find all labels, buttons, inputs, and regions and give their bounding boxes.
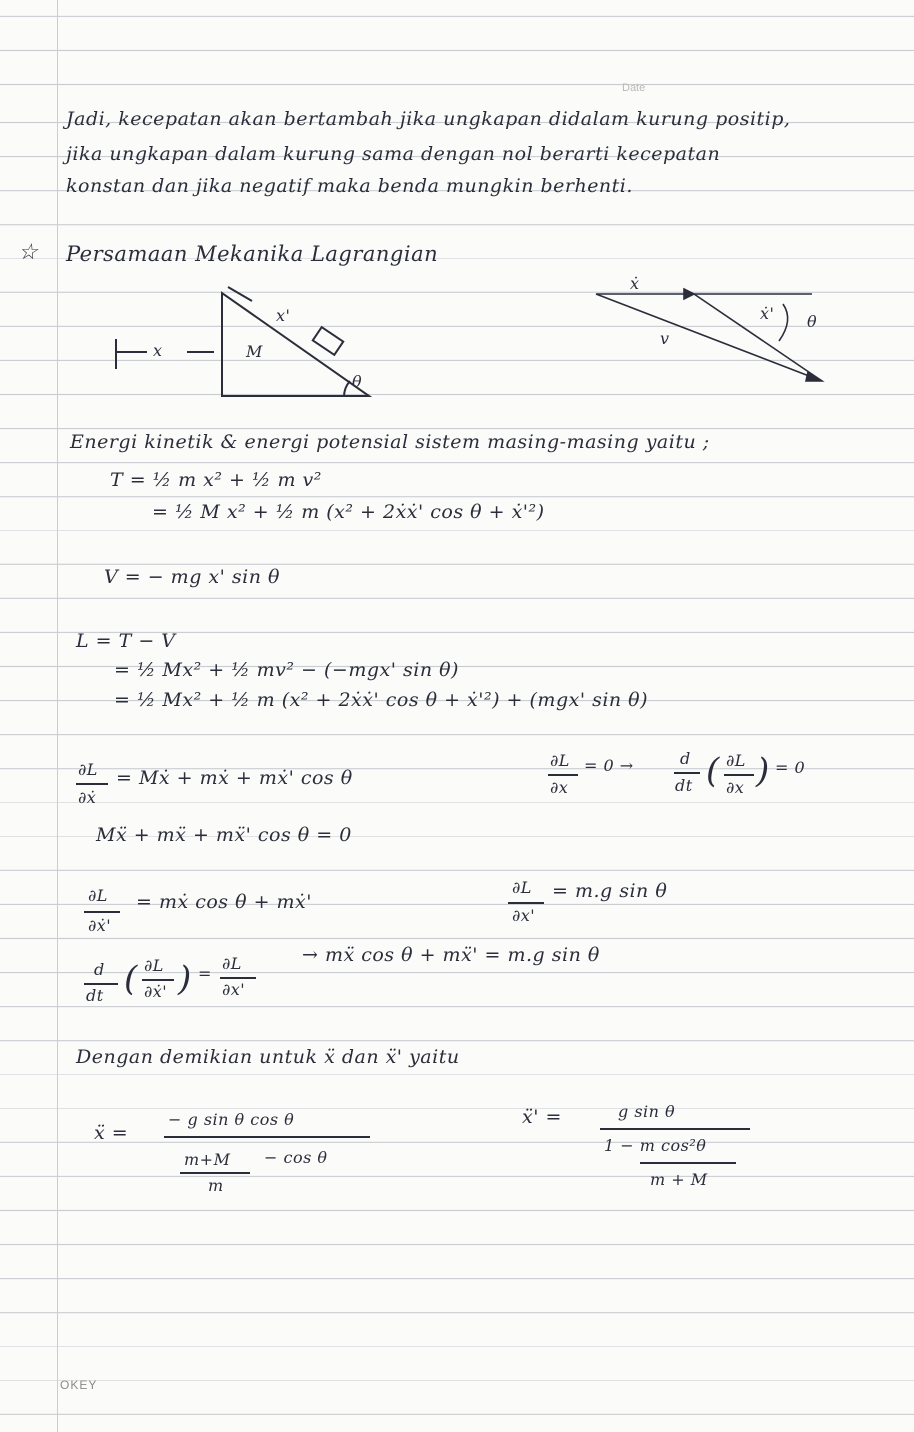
- intro-line-1: Jadi, kecepatan akan bertambah jika ungkapan didalam kurung positip,: [66, 108, 791, 130]
- partial-l-num-3: ∂L: [222, 954, 242, 973]
- x-label: x: [153, 341, 163, 360]
- dl-dx-rhs: = 0 →: [584, 756, 634, 775]
- d-numerator: d: [680, 749, 691, 768]
- kinetic-energy-2: = ½ M x² + ½ m (x² + 2ẋẋ' cos θ + ẋ'²): [152, 501, 545, 523]
- close-paren-2: ): [178, 959, 192, 999]
- dl-dxdot-rhs: = Mẋ + mẋ + mẋ' cos θ: [116, 767, 353, 789]
- inner-partial-x: ∂x: [726, 778, 745, 797]
- kinetic-energy-1: T = ½ m x² + ½ m v²: [110, 469, 322, 491]
- brand-label: OKEY: [60, 1378, 98, 1392]
- xddot-numerator: − g sin θ cos θ: [168, 1110, 295, 1129]
- partial-x-denominator: ∂x: [550, 778, 569, 797]
- fraction-bar: [142, 979, 174, 981]
- lagrangian-def: L = T − V: [76, 630, 176, 652]
- fraction-bar: [84, 911, 120, 913]
- xprime-ddot-numerator: g sin θ: [618, 1102, 676, 1121]
- partial-l-xprime-num: ∂L: [512, 878, 532, 897]
- equals-sign: =: [198, 964, 212, 983]
- dt-denominator: dt: [675, 776, 693, 795]
- xddot-den-c: m: [208, 1176, 224, 1195]
- angle-label: θ: [352, 372, 363, 391]
- fraction-bar: [674, 772, 700, 774]
- inner-partial-l-2: ∂L: [144, 956, 164, 975]
- partial-xdot-denominator: ∂ẋ: [78, 788, 97, 807]
- v-label: v: [660, 329, 670, 348]
- energy-intro: Energi kinetik & energi potensial sistem masing-masing yaitu ;: [70, 431, 710, 453]
- star-icon: ☆: [18, 240, 39, 265]
- xddot-den-b: − cos θ: [264, 1148, 328, 1167]
- date-label: Date: [622, 82, 646, 94]
- open-paren: (: [706, 751, 720, 791]
- xprime-ddot-den-a: 1 − m cos²θ: [604, 1136, 707, 1155]
- dl-dxprime-rhs: = m.g sin θ: [552, 880, 668, 902]
- fraction-bar: [508, 902, 544, 904]
- equation-of-motion-2: → mẍ cos θ + mẍ' = m.g sin θ: [302, 944, 600, 966]
- fraction-bar: [640, 1162, 736, 1164]
- xddot-lhs: ẍ =: [94, 1122, 129, 1144]
- fraction-bar: [548, 774, 578, 776]
- conclusion-text: Dengan demikian untuk ẍ dan ẍ' yaitu: [76, 1046, 460, 1068]
- potential-energy: V = − mg x' sin θ: [104, 566, 280, 588]
- partial-l-numerator-2: ∂L: [88, 886, 108, 905]
- fraction-bar: [164, 1136, 370, 1138]
- inner-partial-l: ∂L: [726, 751, 746, 770]
- partial-xprime-dot-den: ∂ẋ': [88, 916, 112, 935]
- lagrangian-line-2: = ½ Mx² + ½ mv² − (−mgx' sin θ): [114, 659, 459, 681]
- equation-of-motion-1: Mẍ + mẍ + mẍ' cos θ = 0: [96, 824, 352, 846]
- dl-dxprime-dot-rhs: = mẋ cos θ + mẋ': [136, 891, 312, 913]
- close-paren: ): [756, 751, 770, 791]
- fraction-bar: [220, 977, 256, 979]
- xdot-label: ẋ: [630, 274, 640, 293]
- inner-partial-xprime-dot: ∂ẋ': [144, 982, 168, 1001]
- partial-xprime-den: ∂x': [512, 906, 536, 925]
- dt-denominator-2: dt: [86, 986, 104, 1005]
- fraction-bar: [724, 774, 754, 776]
- equals-zero: = 0: [775, 758, 806, 777]
- xprime-label: x': [276, 306, 291, 325]
- lagrangian-line-3: = ½ Mx² + ½ m (x² + 2ẋẋ' cos θ + ẋ'²) + (mgx' sin θ): [114, 689, 649, 711]
- fraction-bar: [180, 1172, 250, 1174]
- open-paren-2: (: [124, 959, 138, 999]
- xprime-ddot-lhs: ẍ' =: [522, 1106, 562, 1128]
- intro-line-3: konstan dan jika negatif maka benda mungkin berhenti.: [66, 175, 633, 197]
- xddot-den-a: m+M: [184, 1150, 231, 1169]
- d-numerator-2: d: [94, 960, 105, 979]
- fraction-bar: [76, 783, 108, 785]
- mass-big-label: M: [246, 342, 263, 361]
- section-title: Persamaan Mekanika Lagrangian: [66, 242, 439, 266]
- partial-l-x-numerator: ∂L: [550, 751, 570, 770]
- theta-label: θ: [807, 312, 818, 331]
- fraction-bar: [600, 1128, 750, 1130]
- intro-line-2: jika ungkapan dalam kurung sama dengan nol berarti kecepatan: [66, 143, 721, 165]
- xprime-ddot-den-b: m + M: [650, 1170, 708, 1189]
- xprime-dot-label: ẋ': [760, 304, 775, 323]
- fraction-bar: [84, 983, 118, 985]
- partial-xprime-den-3: ∂x': [222, 980, 246, 999]
- partial-l-numerator: ∂L: [78, 760, 98, 779]
